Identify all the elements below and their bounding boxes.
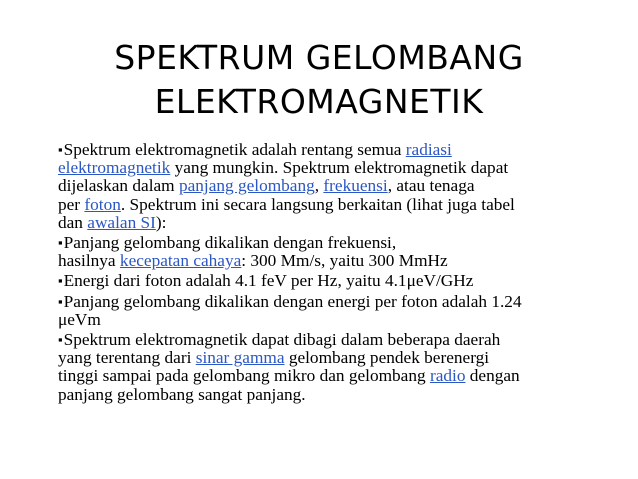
link-kecepatan-cahaya[interactable]: kecepatan cahaya [119,251,242,271]
text: Panjang gelombang dikalikan dengan energi per foton adalah 1.24 [63,291,522,311]
text: Spektrum elektromagnetik adalah rentang semua [63,140,406,159]
text: μeVm [58,309,101,329]
link-foton[interactable]: foton [84,194,121,214]
link-awalan-si[interactable]: awalan SI [87,212,156,232]
bullet-paragraph-2 [58,234,598,270]
text: tinggi sampai pada gelombang mikro dan gelombang [58,366,430,386]
text: , [314,176,324,196]
link-panjang-gelombang[interactable]: panjang gelombang [178,176,315,196]
link-elektromagnetik[interactable]: elektromagnetik [58,158,171,178]
link-sinar-gamma[interactable]: sinar gamma [195,348,285,368]
link-frekuensi[interactable]: frekuensi [323,176,388,196]
bullet-paragraph-4 [58,293,598,329]
text: ): [155,212,167,232]
text: . Spektrum ini secara langsung berkaitan (lihat juga tabel [120,194,515,214]
bullet-icon: ▪ [58,273,63,289]
text: panjang gelombang sangat panjang. [58,384,306,404]
bullet-icon: ▪ [58,235,63,251]
bullet-icon: ▪ [58,293,63,309]
text: Spektrum elektromagnetik dapat dibagi dalam beberapa daerah [63,330,501,350]
bullet-paragraph-1 [58,141,598,232]
link-radiasi[interactable]: radiasi [405,140,452,159]
text: , atau tenaga [387,176,475,196]
text: dan [58,212,88,232]
text: : 300 Mm/s, yaitu 300 MmHz [241,251,448,271]
slide-body [58,141,598,406]
text: Panjang gelombang dikalikan dengan frekuensi, [63,233,397,253]
bullet-paragraph-3 [58,272,598,290]
text: dijelaskan dalam [58,176,179,196]
slide-title [0,36,638,124]
bullet-icon: ▪ [58,332,63,348]
text: yang mungkin. Spektrum elektromagnetik dapat [170,158,509,178]
text: gelombang pendek berenergi [284,348,490,368]
slide-title-line-1: SPEKTRUM GELOMBANG [114,38,524,77]
bullet-paragraph-5 [58,331,598,404]
text: dengan [465,366,520,386]
link-radio[interactable]: radio [429,366,466,386]
text: hasilnya [58,251,120,271]
slide-title-line-2: ELEKTROMAGNETIK [154,82,484,121]
text: per [58,194,85,214]
bullet-icon: ▪ [58,142,63,157]
text: Energi dari foton adalah 4.1 feV per Hz, yaitu 4.1μeV/GHz [63,271,474,291]
text: yang terentang dari [58,348,196,368]
